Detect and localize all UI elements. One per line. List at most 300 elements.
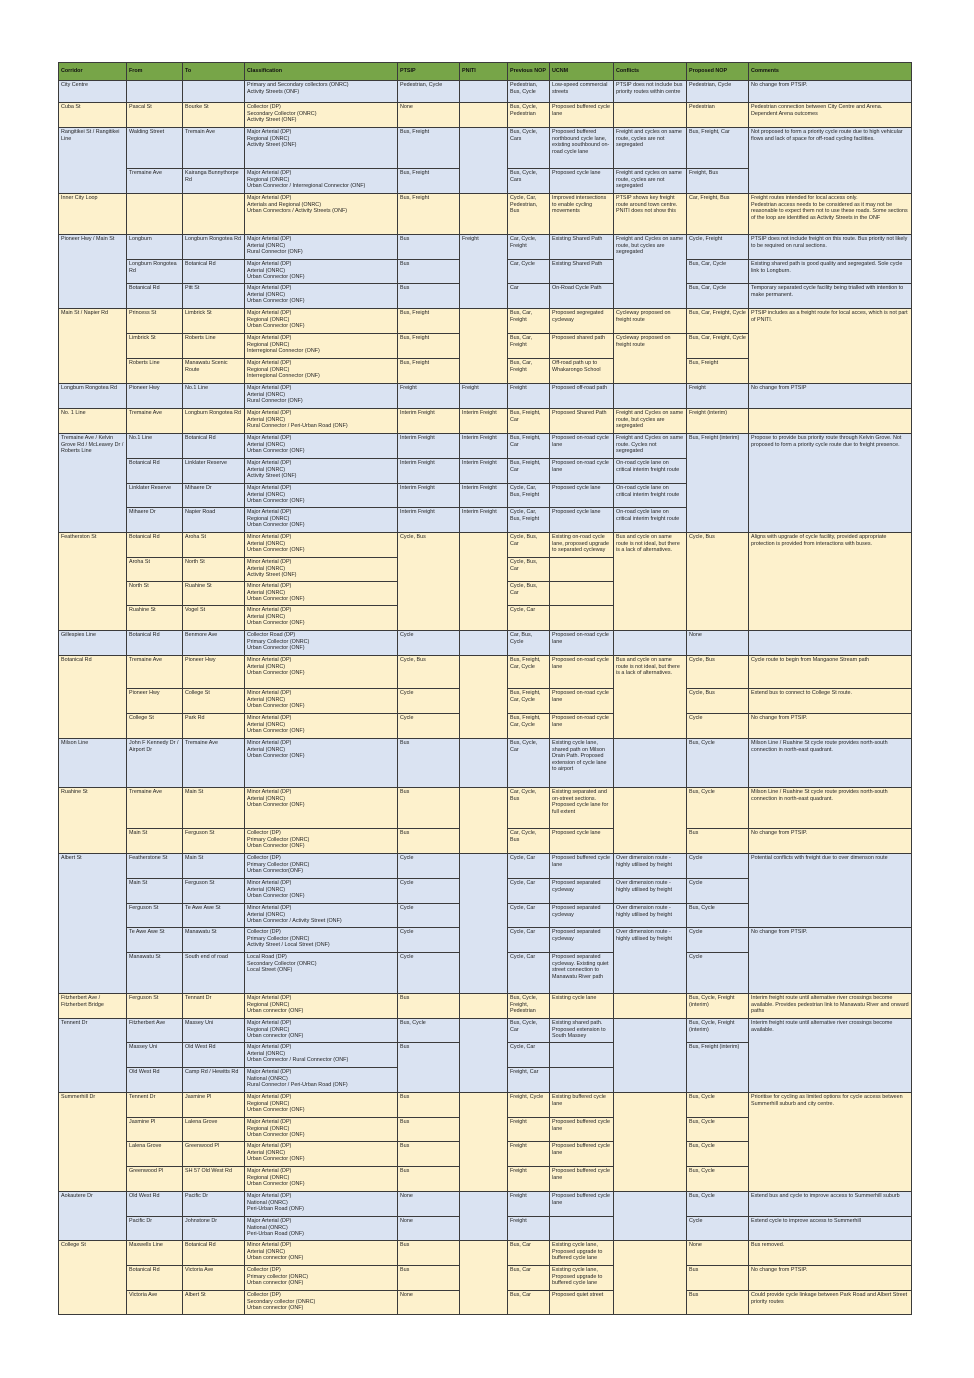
table-row <box>59 739 912 788</box>
cell-ptsip: Interim Freight <box>398 508 460 533</box>
cell-from: Botanical Rd <box>127 284 183 309</box>
cell-to: Benmore Ave <box>183 631 245 656</box>
cell-previous-nop: Cycle, Car <box>508 606 550 631</box>
cell-ucnm: Proposed separated cycleway <box>550 928 614 953</box>
cell-ptsip: Bus, Cycle <box>398 1019 460 1043</box>
cell-from: Longburn <box>127 235 183 260</box>
cell-classification: Major Arterial (DP) Regional (ONRC) Urban Connector (ONF) <box>245 1167 398 1192</box>
column-header: Conflicts <box>614 63 687 81</box>
cell-ucnm: Existing separated and on-street sections. Proposed cycle lane for full extent <box>550 788 614 829</box>
cell-classification: Major Arterial (DP) Regional (ONRC) Urban Connector (ONF) <box>245 1118 398 1142</box>
cell-conflicts: Freight and cycles on same route, cycles are not segregated <box>614 128 687 169</box>
cell-previous-nop: Cycle, Car <box>508 854 550 879</box>
cell-pniti <box>460 1241 508 1315</box>
cell-corridor: Summerhill Dr <box>59 1093 127 1192</box>
cell-ptsip: Cycle <box>398 689 460 714</box>
cell-classification: Minor Arterial (DP) Arterial (ONRC) Urban Connector (ONF) <box>245 714 398 739</box>
cell-comments: Milson Line / Ruahine St cycle route provides north-south connection in north-east quadrant. <box>749 739 912 788</box>
cell-ptsip: Cycle, Bus <box>398 533 460 631</box>
cell-classification: Minor Arterial (DP) Arterial (ONRC) Urban Connector / Activity Street (ONF) <box>245 904 398 928</box>
cell-proposed-nop: Bus, Cycle <box>687 904 749 928</box>
cell-ucnm: Existing cycle lane, Proposed upgrade to buffered cycle lane <box>550 1266 614 1291</box>
cell-proposed-nop: Bus, Cycle, Freight (interim) <box>687 994 749 1019</box>
cell-to: Ferguson St <box>183 829 245 854</box>
cell-pniti <box>460 533 508 631</box>
cell-ucnm: Proposed buffered cycle lane <box>550 103 614 128</box>
cell-proposed-nop: Bus, Freight (interim) <box>687 1043 749 1093</box>
cell-ptsip: Cycle <box>398 854 460 879</box>
cell-corridor: Longburn Rongotea Rd <box>59 384 127 409</box>
cell-from: Pacific Dr <box>127 1217 183 1241</box>
cell-pniti <box>460 103 508 128</box>
cell-to: Massey Uni <box>183 1019 245 1043</box>
cell-ucnm: Proposed buffered cycle lane <box>550 1118 614 1142</box>
cell-classification: Major Arterial (DP) Regional (ONRC) Urban Connector (ONF) <box>245 1093 398 1118</box>
cell-ptsip: None <box>398 103 460 128</box>
cell-proposed-nop: Cycle <box>687 879 749 904</box>
cell-proposed-nop: Cycle <box>687 953 749 994</box>
cell-ucnm <box>550 1217 614 1241</box>
cell-previous-nop: Bus, Cycle, Car <box>508 1019 550 1043</box>
cell-to: Pacific Dr <box>183 1192 245 1217</box>
cell-ucnm: Existing Shared Path <box>550 260 614 284</box>
cell-ptsip: Bus <box>398 284 460 309</box>
cell-classification: Major Arterial (DP) Regional (ONRC) Urban Connector (ONF) <box>245 309 398 334</box>
cell-classification: Major Arterial (DP) Arterial (ONRC) Urban Connector (ONF) <box>245 260 398 284</box>
cell-to: Linklater Reserve <box>183 459 245 484</box>
cell-ucnm: Proposed segregated cycleway <box>550 309 614 334</box>
cell-conflicts: On-road cycle lane on critical interim freight route <box>614 459 687 484</box>
cell-ucnm: Existing cycle lane <box>550 994 614 1019</box>
cell-corridor: Ruahine St <box>59 788 127 854</box>
table-row <box>59 1093 912 1118</box>
cell-from: Pioneer Hwy <box>127 384 183 409</box>
cell-previous-nop: Bus, Freight, Car, Cycle <box>508 714 550 739</box>
cell-ucnm <box>550 606 614 631</box>
cell-previous-nop: Bus, Car, Freight <box>508 359 550 384</box>
cell-to: Kairanga Bunnythorpe Rd <box>183 169 245 194</box>
cell-ucnm: Low-speed commercial streets <box>550 81 614 103</box>
cell-to: Ferguson St <box>183 879 245 904</box>
cell-from: Old West Rd <box>127 1068 183 1093</box>
cell-ptsip: Freight <box>398 384 460 409</box>
cell-conflicts: Over dimension route - highly utilised by freight <box>614 854 687 879</box>
cell-ptsip: Bus, Freight <box>398 128 460 169</box>
cell-classification: Minor Arterial (DP) Arterial (ONRC) Urban Connector (ONF) <box>245 656 398 689</box>
cell-ucnm: Existing shared path. Proposed extension to South Massey <box>550 1019 614 1043</box>
cell-to: Johnstone Dr <box>183 1217 245 1241</box>
cell-conflicts: Freight and Cycles on same route, but cycles are segregated <box>614 409 687 434</box>
cell-corridor: Rangitikei St / Rangitikei Line <box>59 128 127 194</box>
cell-corridor: College St <box>59 1241 127 1315</box>
cell-previous-nop: Bus, Car <box>508 1241 550 1266</box>
cell-classification: Major Arterial (DP) Regional (ONRC) Activity Street (ONF) <box>245 128 398 169</box>
cell-from: Botanical Rd <box>127 631 183 656</box>
cell-ptsip: Bus <box>398 994 460 1019</box>
table-row <box>59 235 912 260</box>
cell-comments: No change from PTSIP. <box>749 714 912 739</box>
cell-to: Ruahine St <box>183 582 245 606</box>
cell-classification: Major Arterial (DP) Arterial (ONRC) Rural Connector (ONF) <box>245 235 398 260</box>
cell-pniti <box>460 994 508 1019</box>
column-header: Previous NOP <box>508 63 550 81</box>
cell-to: Longburn Rongotea Rd <box>183 409 245 434</box>
cell-ptsip: Bus <box>398 739 460 788</box>
cell-comments: Potential conflicts with freight due to over dimenson route <box>749 854 912 928</box>
cell-from: North St <box>127 582 183 606</box>
cell-to <box>183 81 245 103</box>
cell-to: North St <box>183 558 245 582</box>
cell-pniti <box>460 194 508 235</box>
cell-proposed-nop: Bus, Car, Freight, Cycle <box>687 334 749 359</box>
cell-ptsip: Cycle <box>398 953 460 994</box>
table-row <box>59 788 912 829</box>
cell-pniti: Interim Freight <box>460 409 508 434</box>
cell-classification: Major Arterial (DP) Regional (ONRC) Urban Connector (ONF) <box>245 508 398 533</box>
cell-classification: Major Arterial (DP) Arterial (ONRC) Urban Connector (ONF) <box>245 484 398 508</box>
cell-ucnm: Existing Shared Path <box>550 235 614 260</box>
cell-proposed-nop: Freight (interim) <box>687 409 749 434</box>
cell-to: Mihaere Dr <box>183 484 245 508</box>
cell-conflicts <box>614 103 687 128</box>
cell-ucnm: Improved intersections to enable cycling movements <box>550 194 614 235</box>
header-row <box>59 63 912 81</box>
table-row <box>59 1192 912 1217</box>
cell-ucnm: Proposed on-road cycle lane <box>550 714 614 739</box>
cell-to: Manawatu Scenic Route <box>183 359 245 384</box>
cell-conflicts: Bus and cycle on same route is not ideal, but there is a lack of alternatives. <box>614 533 687 631</box>
cell-classification: Major Arterial (DP) Arterial (ONRC) Rural Connector / Peri-Urban Road (ONF) <box>245 409 398 434</box>
cell-to: Main St <box>183 788 245 829</box>
cell-conflicts: On-road cycle lane on critical interim freight route <box>614 508 687 533</box>
table-row <box>59 81 912 103</box>
cell-conflicts <box>614 788 687 854</box>
cell-previous-nop: Freight <box>508 1118 550 1142</box>
column-header: Classification <box>245 63 398 81</box>
cell-corridor: City Centre <box>59 81 127 103</box>
cell-to: Bourke St <box>183 103 245 128</box>
cell-classification: Minor Arterial (DP) Arterial (ONRC) Urban Connector (ONF) <box>245 788 398 829</box>
cell-ptsip: Bus <box>398 260 460 284</box>
cell-classification: Primary and Secondary collectors (ONRC) Activity Streets (ONF) <box>245 81 398 103</box>
cell-classification: Major Arterial (DP) Arterial (ONRC) Urban Connector (ONF) <box>245 1142 398 1167</box>
cell-ucnm: Proposed on-road cycle lane <box>550 656 614 689</box>
cell-comments: Pedestrian connection between City Centre and Arena. Dependent Arena outcomes <box>749 103 912 128</box>
cell-ucnm <box>550 1043 614 1068</box>
table-row <box>59 434 912 459</box>
cell-proposed-nop: Cycle, Bus <box>687 656 749 689</box>
cell-proposed-nop: Bus, Cycle, Freight (interim) <box>687 1019 749 1043</box>
cell-ptsip: None <box>398 1192 460 1217</box>
cell-ucnm <box>550 1068 614 1093</box>
cell-ptsip: Interim Freight <box>398 434 460 459</box>
cell-previous-nop: Bus, Car <box>508 1291 550 1315</box>
cell-comments: Existing shared path is good quality and segregated. Sole cycle link to Longburn. <box>749 260 912 284</box>
cell-previous-nop: Cycle, Car <box>508 928 550 953</box>
cell-to: College St <box>183 689 245 714</box>
cell-proposed-nop: Bus, Cycle <box>687 1192 749 1217</box>
cell-proposed-nop: Cycle, Freight <box>687 235 749 260</box>
cell-from: Tremaine Ave <box>127 656 183 689</box>
cell-previous-nop: Car, Bus, Cycle <box>508 631 550 656</box>
cell-ptsip: Cycle <box>398 904 460 928</box>
cell-classification: Minor Arterial (DP) Arterial (ONRC) Urban Connector (ONF) <box>245 606 398 631</box>
cell-ucnm: Proposed buffered cycle lane <box>550 1192 614 1217</box>
table-row <box>59 994 912 1019</box>
column-header: PNITI <box>460 63 508 81</box>
cell-previous-nop: Bus, Cycle, Cars <box>508 128 550 169</box>
cell-proposed-nop: Bus, Freight (interim) <box>687 434 749 533</box>
cell-classification: Collector (DP) Secondary collector (ONRC) Urban connector (ONF) <box>245 1291 398 1315</box>
cell-proposed-nop: Bus <box>687 1291 749 1315</box>
cell-comments: PTSIP includes as a freight route for local acces, which is not part of PNITI. <box>749 309 912 384</box>
table-row <box>59 384 912 409</box>
cell-ptsip: Cycle <box>398 879 460 904</box>
cell-from: No.1 Line <box>127 434 183 459</box>
cell-corridor: Pioneer Hwy / Main St <box>59 235 127 309</box>
cell-classification: Major Arterial (DP) Regional (ONRC) Urban connector (ONF) <box>245 994 398 1019</box>
cell-proposed-nop: Bus, Cycle <box>687 1167 749 1192</box>
cell-from <box>127 81 183 103</box>
cell-comments: PTSIP does not include freight on this route. Bus priority not likely to be required on rural sections. <box>749 235 912 260</box>
cell-previous-nop: Freight <box>508 384 550 409</box>
cell-to <box>183 194 245 235</box>
cell-conflicts: Over dimension route - highly utilised by freight <box>614 928 687 994</box>
cell-from: Aroha St <box>127 558 183 582</box>
cell-from: Lalena Grove <box>127 1142 183 1167</box>
cell-from: Walding Street <box>127 128 183 169</box>
cell-from: Fitzherbert Ave <box>127 1019 183 1043</box>
cell-ptsip: Bus <box>398 1118 460 1142</box>
cell-ptsip: Bus <box>398 1142 460 1167</box>
cell-proposed-nop: None <box>687 1241 749 1266</box>
cell-to: SH 57 Old West Rd <box>183 1167 245 1192</box>
cell-pniti <box>460 854 508 994</box>
cell-from: Jasmine Pl <box>127 1118 183 1142</box>
cell-proposed-nop: Freight <box>687 384 749 409</box>
cell-classification: Major Arterial (DP) Regional (ONRC) Urban connector (ONF) <box>245 1019 398 1043</box>
cell-corridor: Tennent Dr <box>59 1019 127 1093</box>
cell-conflicts: Freight and Cycles on same route, but cycles are segregated <box>614 235 687 309</box>
cell-pniti: Interim Freight <box>460 434 508 459</box>
cell-corridor: Featherston St <box>59 533 127 631</box>
cell-comments: Milson Line / Ruahine St cycle route provides north-south connection in north-east quadrant. <box>749 788 912 829</box>
cell-pniti <box>460 656 508 739</box>
cell-comments: No change from PTSIP. <box>749 928 912 994</box>
cell-comments: Bus removed. <box>749 1241 912 1266</box>
cell-ptsip: Cycle, Bus <box>398 656 460 689</box>
cell-ptsip: Bus <box>398 829 460 854</box>
corridor-table <box>58 62 912 1315</box>
cell-previous-nop: Freight <box>508 1167 550 1192</box>
cell-comments: Freight routes intended for local access only. Pedestrian access needs to be considered as it may not be reasonable to expect them not to use these roads. Some sections of the loop are identified as Activity Streets in the ONF <box>749 194 912 235</box>
cell-ptsip: None <box>398 1217 460 1241</box>
cell-conflicts <box>614 384 687 409</box>
cell-to: Old West Rd <box>183 1043 245 1068</box>
cell-ucnm: Proposed on-road cycle lane <box>550 631 614 656</box>
cell-ucnm: Proposed shared path <box>550 334 614 359</box>
table-row <box>59 194 912 235</box>
cell-from: Pioneer Hwy <box>127 689 183 714</box>
cell-corridor: Aokautere Dr <box>59 1192 127 1241</box>
cell-classification: Major Arterial (DP) Arterial (ONRC) Urban Connector (ONF) <box>245 284 398 309</box>
cell-comments: No change from PTSIP. <box>749 829 912 854</box>
cell-from: Main St <box>127 879 183 904</box>
table-row <box>59 533 912 558</box>
cell-classification: Collector (DP) Primary Collector (ONRC) Urban Connector (ONF) <box>245 829 398 854</box>
cell-pniti <box>460 309 508 384</box>
cell-classification: Major Arterial (DP) Regional (ONRC) Urban Connector / Interregional Connector (ONF) <box>245 169 398 194</box>
cell-classification: Major Arterial (DP) Arterials and Regional (ONRC) Urban Connectors / Activity Streets (ONF) <box>245 194 398 235</box>
cell-from: Tennent Dr <box>127 1093 183 1118</box>
cell-pniti <box>460 739 508 788</box>
cell-previous-nop: Freight, Cycle <box>508 1093 550 1118</box>
cell-ptsip: Pedestrian, Cycle <box>398 81 460 103</box>
cell-to: South end of road <box>183 953 245 994</box>
cell-previous-nop: Freight, Car <box>508 1068 550 1093</box>
cell-conflicts: Over dimension route - highly utilised by freight <box>614 879 687 904</box>
cell-previous-nop: Bus, Freight, Car, Cycle <box>508 689 550 714</box>
cell-previous-nop: Bus, Cycle, Cars <box>508 169 550 194</box>
cell-ucnm: Proposed cycle lane <box>550 484 614 508</box>
cell-ucnm <box>550 582 614 606</box>
cell-ucnm: Proposed cycle lane <box>550 508 614 533</box>
cell-from: Tremaine Ave <box>127 788 183 829</box>
cell-from: Te Awe Awe St <box>127 928 183 953</box>
cell-conflicts <box>614 1192 687 1241</box>
cell-previous-nop: Freight <box>508 1142 550 1167</box>
cell-classification: Major Arterial (DP) Arterial (ONRC) Activity Street (ONF) <box>245 459 398 484</box>
cell-proposed-nop: Bus, Freight <box>687 359 749 384</box>
cell-classification: Minor Arterial (DP) Arterial (ONRC) Urban Connector (ONF) <box>245 879 398 904</box>
cell-to: Victoria Ave <box>183 1266 245 1291</box>
cell-to: Botanical Rd <box>183 434 245 459</box>
cell-classification: Collector Road (DP) Primary Collector (ONRC) Urban Connector (ONF) <box>245 631 398 656</box>
cell-ucnm: Proposed cycle lane <box>550 829 614 854</box>
cell-classification: Major Arterial (DP) Regional (ONRC) Interregional Connector (ONF) <box>245 359 398 384</box>
cell-previous-nop: Bus, Cycle, Freight, Pedestrian <box>508 994 550 1019</box>
cell-classification: Major Arterial (DP) Regional (ONRC) Interregional Connector (ONF) <box>245 334 398 359</box>
cell-ptsip: Bus, Freight <box>398 359 460 384</box>
cell-proposed-nop: Bus, Car, Cycle <box>687 260 749 284</box>
cell-pniti: Interim Freight <box>460 508 508 533</box>
cell-conflicts: Freight and Cycles on same route. Cycles not segregated <box>614 434 687 459</box>
cell-previous-nop: Cycle, Car <box>508 1043 550 1068</box>
cell-ucnm: Existing buffered cycle lane <box>550 1093 614 1118</box>
cell-ucnm: Off-road path up to Whakarongo School <box>550 359 614 384</box>
column-header: From <box>127 63 183 81</box>
cell-previous-nop: Car, Cycle, Bus <box>508 788 550 829</box>
cell-pniti <box>460 1019 508 1093</box>
cell-classification: Minor Arterial (DP) Arterial (ONRC) Urban connector (ONF) <box>245 1241 398 1266</box>
cell-previous-nop: Cycle, Car <box>508 879 550 904</box>
cell-to: Greenwood Pl <box>183 1142 245 1167</box>
cell-from: Ferguson St <box>127 904 183 928</box>
cell-previous-nop: Bus, Freight, Car, Cycle <box>508 656 550 689</box>
column-header: To <box>183 63 245 81</box>
cell-previous-nop: Cycle, Car, Pedestrian, Bus <box>508 194 550 235</box>
cell-pniti: Freight <box>460 384 508 409</box>
cell-ptsip: Cycle <box>398 631 460 656</box>
table-row <box>59 128 912 169</box>
cell-classification: Major Arterial (DP) Arterial (ONRC) Rural Connector (ONF) <box>245 384 398 409</box>
cell-proposed-nop: Cycle <box>687 1217 749 1241</box>
cell-to: Roberts Line <box>183 334 245 359</box>
cell-previous-nop: Bus, Car, Freight <box>508 309 550 334</box>
cell-to: Tennant Dr <box>183 994 245 1019</box>
cell-classification: Major Arterial (DP) National (ONRC) Peri-Urban Road (ONF) <box>245 1192 398 1217</box>
cell-ptsip: Bus, Freight <box>398 169 460 194</box>
cell-ucnm: Proposed cycle lane <box>550 169 614 194</box>
cell-ucnm <box>550 558 614 582</box>
cell-from: Ferguson St <box>127 994 183 1019</box>
table-row <box>59 631 912 656</box>
column-header: Proposed NOP <box>687 63 749 81</box>
cell-ucnm: Proposed buffered northbound cycle lane, existing southbound on-road cycle lane <box>550 128 614 169</box>
cell-comments <box>749 631 912 656</box>
cell-ptsip: Interim Freight <box>398 409 460 434</box>
cell-to: Manawatu St <box>183 928 245 953</box>
cell-to: Botanical Rd <box>183 1241 245 1266</box>
cell-previous-nop: Bus, Freight, Car <box>508 459 550 484</box>
cell-to: Albert St <box>183 1291 245 1315</box>
cell-ucnm: Proposed quiet street <box>550 1291 614 1315</box>
cell-corridor: Inner City Loop <box>59 194 127 235</box>
cell-pniti <box>460 128 508 194</box>
cell-previous-nop: Car, Cycle, Freight <box>508 235 550 260</box>
cell-classification: Collector (DP) Primary Collector (ONRC) Urban Connector(ONF) <box>245 854 398 879</box>
cell-to: Vogel St <box>183 606 245 631</box>
cell-ucnm: Proposed buffered cycle lane <box>550 1142 614 1167</box>
cell-ptsip: Cycle <box>398 928 460 953</box>
cell-from: John F Kennedy Dr / Airport Dr <box>127 739 183 788</box>
cell-ucnm: Proposed buffered cycle lane <box>550 1167 614 1192</box>
cell-pniti: Interim Freight <box>460 484 508 508</box>
cell-previous-nop: Car, Cycle, Bus <box>508 829 550 854</box>
cell-from: Greenwood Pl <box>127 1167 183 1192</box>
cell-conflicts: Over dimension route - highly utilised by freight <box>614 904 687 928</box>
cell-comments: No change from PTSIP. <box>749 81 912 103</box>
cell-comments: Temporary separated cycle facility being trialled with intention to make permanent. <box>749 284 912 309</box>
cell-ucnm: Proposed buffered cycle lane <box>550 854 614 879</box>
cell-ptsip: Bus, Freight <box>398 334 460 359</box>
cell-classification: Collector (DP) Primary Collector (ONRC) Activity Street / Local Street (ONF) <box>245 928 398 953</box>
table-row <box>59 1241 912 1266</box>
cell-to: Main St <box>183 854 245 879</box>
cell-ucnm: Proposed on-road cycle lane <box>550 434 614 459</box>
cell-to: Napier Road <box>183 508 245 533</box>
cell-ucnm: Proposed Shared Path <box>550 409 614 434</box>
cell-from: Linklater Reserve <box>127 484 183 508</box>
cell-previous-nop: Bus, Car, Freight <box>508 334 550 359</box>
cell-previous-nop: Bus, Freight, Car <box>508 434 550 459</box>
cell-comments: Interim freight route until alternative river crossings become available. <box>749 1019 912 1093</box>
cell-previous-nop: Bus, Cycle, Pedestrian <box>508 103 550 128</box>
cell-classification: Minor Arterial (DP) Arterial (ONRC) Urban Connector (ONF) <box>245 689 398 714</box>
cell-from: Botanical Rd <box>127 533 183 558</box>
cell-ptsip: Bus <box>398 1241 460 1266</box>
cell-to: Tremaine Ave <box>183 739 245 788</box>
cell-classification: Collector (DP) Primary collector (ONRC) Urban connector (ONF) <box>245 1266 398 1291</box>
cell-comments: Propose to provide bus priority route through Kelvin Grove. Not proposed to form a priority cycle route due to freight presence. <box>749 434 912 533</box>
cell-to: Park Rd <box>183 714 245 739</box>
cell-pniti <box>460 788 508 854</box>
cell-pniti: Freight <box>460 235 508 309</box>
cell-previous-nop: Cycle, Car, Bus, Freight <box>508 484 550 508</box>
cell-ptsip: Bus <box>398 1167 460 1192</box>
cell-from: Main St <box>127 829 183 854</box>
cell-conflicts <box>614 1093 687 1192</box>
